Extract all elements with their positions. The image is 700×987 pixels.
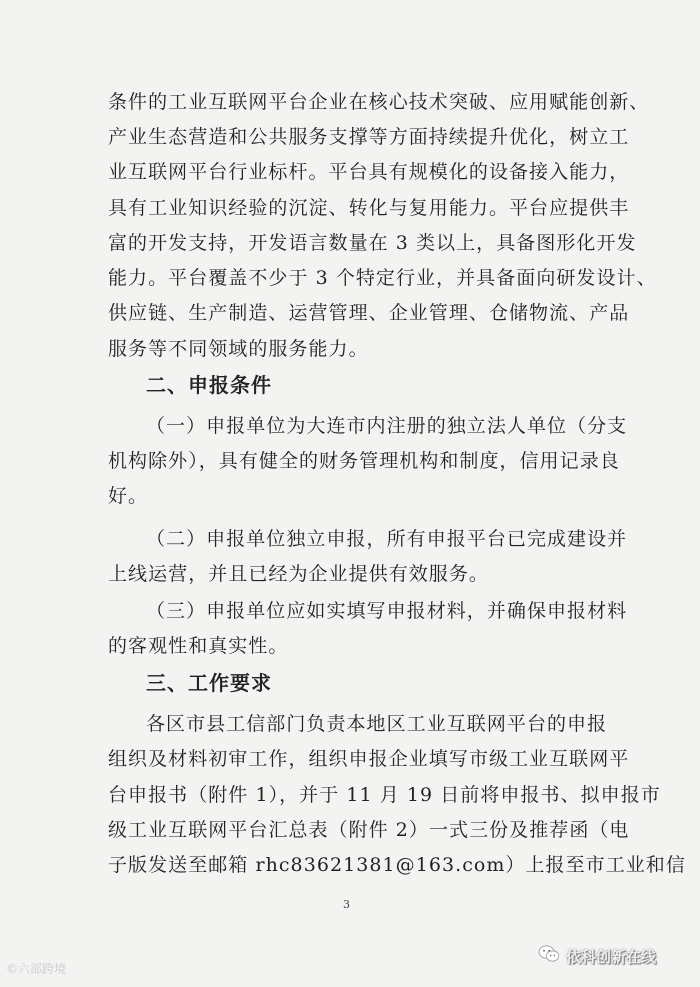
paragraph-line: 组织及材料初审工作，组织申报企业填写市级工业互联网平 bbox=[108, 748, 630, 770]
paragraph-line: 富的开发支持，开发语言数量在 3 类以上，具备图形化开发 bbox=[108, 232, 637, 254]
page-number: 3 bbox=[343, 898, 350, 911]
paragraph-line: 业互联网平台行业标杆。平台具有规模化的设备接入能力， bbox=[108, 161, 630, 183]
paragraph-line: 的客观性和真实性。 bbox=[108, 635, 289, 657]
section-heading-2: 二、申报条件 bbox=[146, 373, 272, 397]
paragraph-line: 条件的工业互联网平台企业在核心技术突破、应用赋能创新、 bbox=[108, 91, 650, 113]
paragraph-line: 具有工业知识经验的沉淀、转化与复用能力。平台应提供丰 bbox=[108, 197, 630, 219]
paragraph-line: 服务等不同领域的服务能力。 bbox=[108, 338, 369, 360]
brand-watermark-text: 依科创新在线 bbox=[566, 947, 657, 966]
paragraph-line: 机构除外），具有健全的财务管理机构和制度，信用记录良 bbox=[108, 450, 620, 472]
paragraph-line: 供应链、生产制造、运营管理、企业管理、仓储物流、产品 bbox=[108, 302, 630, 324]
wechat-icon bbox=[538, 944, 560, 968]
watermark-right bbox=[538, 944, 656, 968]
paragraph-line: （二）申报单位独立申报，所有申报平台已完成建设并 bbox=[146, 528, 628, 550]
paragraph-line: 子版发送至邮箱 rhc83621381@163.com）上报至市工业和信 bbox=[108, 854, 686, 876]
paragraph-line: （一）申报单位为大连市内注册的独立法人单位（分支 bbox=[146, 415, 628, 437]
paragraph-line: 各区市县工信部门负责本地区工业互联网平台的申报 bbox=[146, 713, 608, 735]
paragraph-line: 能力。平台覆盖不少于 3 个特定行业，并具备面向研发设计、 bbox=[108, 267, 657, 289]
paragraph-line: （三）申报单位应如实填写申报材料，并确保申报材料 bbox=[146, 600, 628, 622]
paragraph-line: 台申报书（附件 1），并于 11 月 19 日前将申报书、拟申报市 bbox=[108, 784, 661, 806]
paragraph-line: 级工业互联网平台汇总表（附件 2）一式三份及推荐函（电 bbox=[108, 819, 630, 841]
paragraph-line: 上线运营，并且已经为企业提供有效服务。 bbox=[108, 563, 489, 585]
section-heading-3: 三、工作要求 bbox=[146, 671, 272, 695]
paragraph-line: 好。 bbox=[108, 485, 149, 507]
watermark-left: ©六部跨境 bbox=[6, 962, 67, 976]
paragraph-line: 产业生态营造和公共服务支撑等方面持续提升优化，树立工 bbox=[108, 126, 630, 148]
